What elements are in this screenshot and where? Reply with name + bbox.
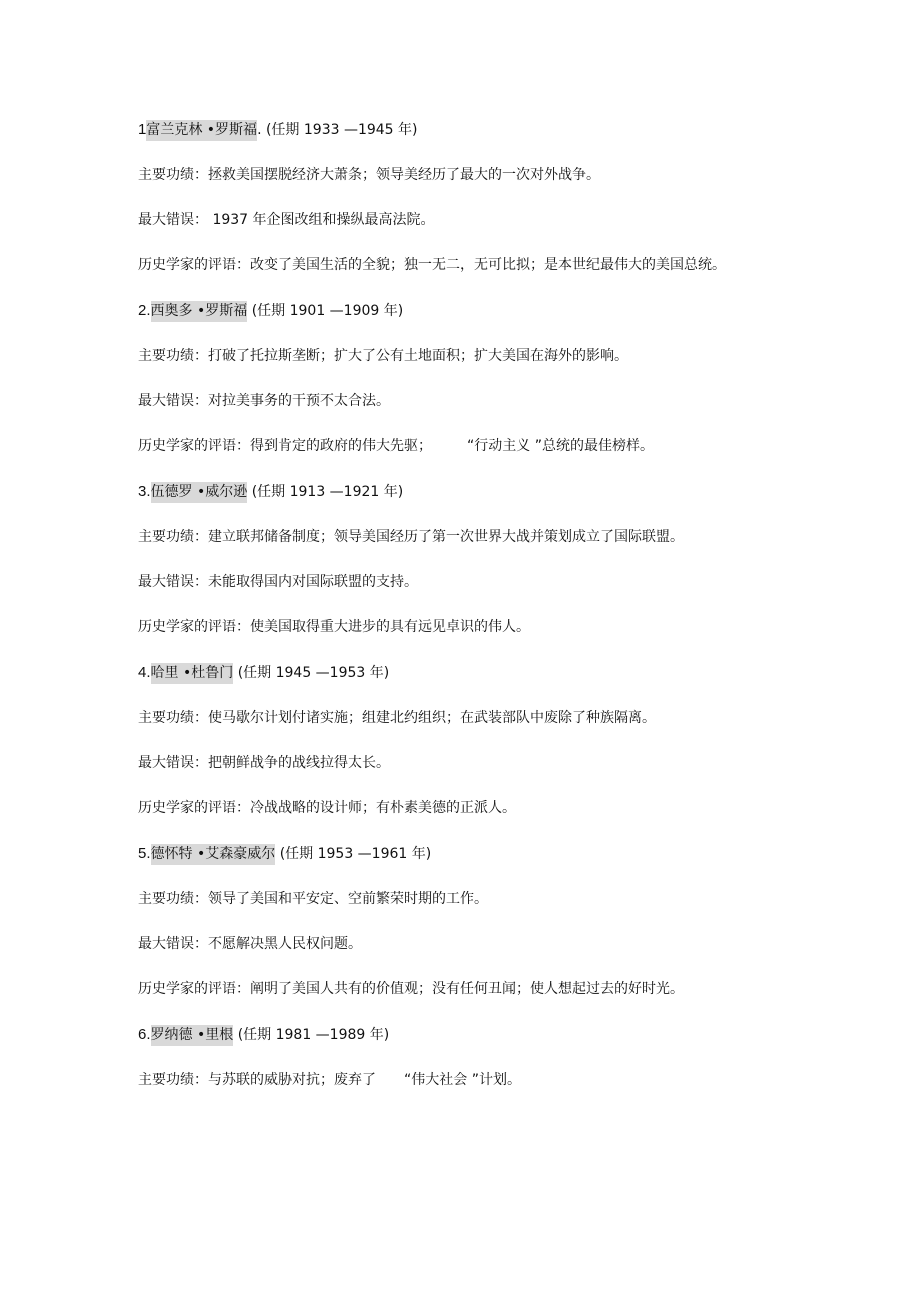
entry-achievement: 主要功绩：与苏联的威胁对抗；废弃了 “伟大社会 ”计划。 <box>138 1072 521 1088</box>
entry-comment: 历史学家的评语：冷战战略的设计师；有朴素美德的正派人。 <box>138 800 516 816</box>
term-years: (任期 1901 —1909 年) <box>251 303 404 319</box>
entry-mistake: 最大错误：把朝鲜战争的战线拉得太长。 <box>138 755 390 771</box>
entry-mistake: 最大错误：不愿解决黑人民权问题。 <box>138 936 362 952</box>
president-name: 西奥多 •罗斯福 <box>151 301 248 322</box>
president-name: 德怀特 •艾森豪威尔 <box>151 844 276 865</box>
term-years: (任期 1981 —1989 年) <box>237 1027 390 1043</box>
term-years: (任期 1945 —1953 年) <box>237 665 390 681</box>
entry-achievement: 主要功绩：建立联邦储备制度；领导美国经历了第一次世界大战并策划成立了国际联盟。 <box>138 529 684 545</box>
entry-index: 3. <box>138 483 151 500</box>
president-name: 富兰克林 •罗斯福 <box>146 120 257 141</box>
entry-index: 2. <box>138 302 151 319</box>
document-body <box>138 116 738 1112</box>
entry-heading <box>138 297 738 325</box>
entry-heading <box>138 659 738 687</box>
term-years: (任期 1933 —1945 年) <box>265 122 418 138</box>
entry-heading <box>138 478 738 506</box>
entry-index: 1 <box>138 121 147 138</box>
entry-heading <box>138 1021 738 1049</box>
term-years: (任期 1913 —1921 年) <box>251 484 404 500</box>
entry-index: 5. <box>138 845 151 862</box>
entry-mistake: 最大错误： 1937 年企图改组和操纵最高法院。 <box>138 212 435 228</box>
president-name: 哈里 •杜鲁门 <box>151 663 234 684</box>
president-name: 伍德罗 •威尔逊 <box>151 482 248 503</box>
entry-mistake: 最大错误：未能取得国内对国际联盟的支持。 <box>138 574 418 590</box>
entry-achievement: 主要功绩：拯救美国摆脱经济大萧条；领导美经历了最大的一次对外战争。 <box>138 167 600 183</box>
entry-achievement: 主要功绩：打破了托拉斯垄断；扩大了公有土地面积；扩大美国在海外的影响。 <box>138 348 628 364</box>
entry-achievement: 主要功绩：使马歇尔计划付诸实施；组建北约组织；在武装部队中废除了种族隔离。 <box>138 710 656 726</box>
entry-comment: 历史学家的评语：改变了美国生活的全貌；独一无二，无可比拟；是本世纪最伟大的美国总统。 <box>138 257 726 273</box>
entry-index: 4. <box>138 664 151 681</box>
entry-index: 6. <box>138 1026 151 1043</box>
entry-comment: 历史学家的评语：阐明了美国人共有的价值观；没有任何丑闻；使人想起过去的好时光。 <box>138 981 684 997</box>
entry-heading <box>138 840 738 868</box>
heading-punct: . <box>257 122 262 138</box>
president-name: 罗纳德 •里根 <box>151 1025 234 1046</box>
entry-heading <box>138 116 738 144</box>
term-years: (任期 1953 —1961 年) <box>279 846 432 862</box>
entry-comment: 历史学家的评语：得到肯定的政府的伟大先驱； “行动主义 ”总统的最佳榜样。 <box>138 438 654 454</box>
entry-achievement: 主要功绩：领导了美国和平安定、空前繁荣时期的工作。 <box>138 891 488 907</box>
entry-mistake: 最大错误：对拉美事务的干预不太合法。 <box>138 393 390 409</box>
entry-comment: 历史学家的评语：使美国取得重大进步的具有远见卓识的伟人。 <box>138 619 530 635</box>
